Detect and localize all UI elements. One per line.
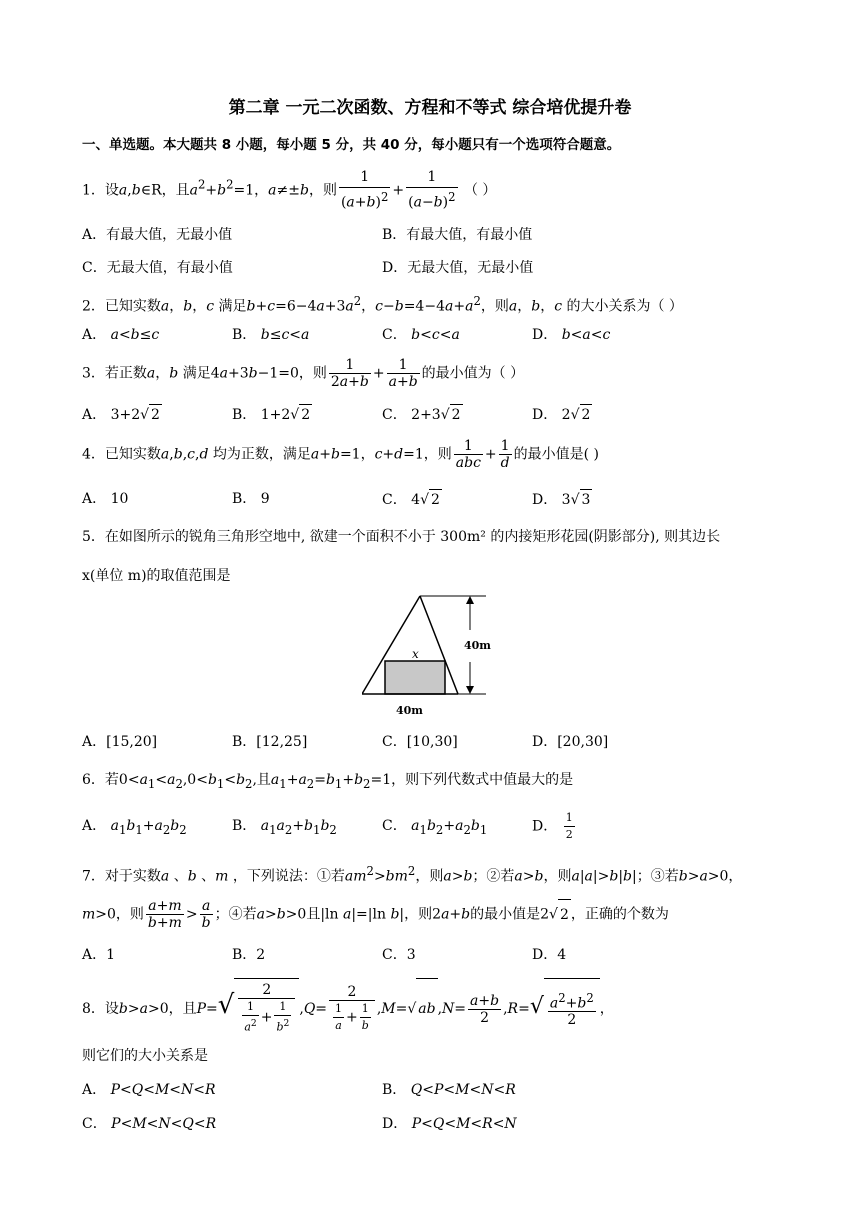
label-height: 40m — [464, 639, 491, 652]
q5-option-d: D．[20,30] — [532, 734, 609, 750]
q8-option-c: C． P<M<N<Q<R — [82, 1116, 217, 1132]
q6-option-b: B． $a_1a_2+b_1b_2$ — [232, 818, 337, 837]
question-8-stem: 8．设b>a>0，且P=√ 2 $\frac{1}{a^2}$ + $\frac{1}{b^2}$ ,Q= 2 $\frac{1}{a}$ + $\frac{1}{b}$ ,M=√ ab ,N= $\frac{a+b}{2}$ ,R=√ $\frac{a^2+b^2}{2}$ ， — [82, 975, 614, 1039]
q4-option-c: C． 4√ 2 — [382, 489, 442, 510]
q7-option-b: B．2 — [232, 947, 266, 963]
q7-option-c: C．3 — [382, 947, 416, 963]
q3-option-d: D． 2√ 2 — [532, 404, 592, 425]
q4-option-a: A． 10 — [82, 491, 129, 507]
question-1-stem: 1．设a,b∈R，且$a^2+b^2=1$，a≠±b，则 $\frac{1}{(a+b)^2}$ + $\frac{1}{(a-b)^2}$ （ ） — [82, 169, 497, 211]
question-2-stem: 2．已知实数a，b，c 满足$b+c=6-4a+3a^2$，$c-b=4-4a+a^2$，则a，b，c 的大小关系为（ ） — [82, 294, 683, 315]
q5-triangle-figure — [362, 590, 502, 720]
q2-option-d: D． b<a<c — [532, 327, 611, 343]
question-6-stem: 6．若$0<a_1<a_2,0<b_1<b_2$,且$a_1+a_2=b_1+b_2=1$，则下列代数式中值最大的是 — [82, 772, 574, 791]
q1-option-a: A．有最大值，无最小值 — [82, 227, 233, 243]
question-8-stem-line2: 则它们的大小关系是 — [82, 1048, 208, 1064]
question-5-stem-line2: x(单位 m)的取值范围是 — [82, 568, 231, 584]
question-3-stem: 3．若正数a，b 满足4a+3b−1=0，则 $\frac{1}{2a+b}$ + $\frac{1}{a+b}$ 的最小值为（ ） — [82, 357, 525, 390]
q4-option-b: B． 9 — [232, 491, 270, 507]
q6-option-d: D． $\frac{1}{2}$ — [532, 811, 573, 841]
q2-option-b: B． b≤c<a — [232, 327, 310, 343]
q1-option-d: D．无最大值，无最小值 — [382, 260, 534, 276]
q2-option-a: A． a<b≤c — [82, 327, 160, 343]
q6-option-c: C． $a_1b_2+a_2b_1$ — [382, 818, 488, 837]
shaded-rectangle — [385, 661, 445, 694]
q8-option-a: A． P<Q<M<N<R — [82, 1082, 216, 1098]
q4-option-d: D． 3√ 3 — [532, 489, 592, 510]
question-4-stem: 4．已知实数a,b,c,d 均为正数，满足a+b=1，c+d=1，则 $\frac{1}{\text{abc}}$ + $\frac{1}{d}$ 的最小值是( ) — [82, 438, 599, 471]
question-7-stem-line1: 7．对于实数a 、b 、m ，下列说法：①若$am^2>bm^2$，则a>b；②若a>b，则a|a|>b|b|；③若b>a>0， — [82, 864, 743, 885]
q7-option-a: A．1 — [82, 947, 116, 963]
q8-option-d: D． P<Q<M<R<N — [382, 1116, 517, 1132]
q3-option-a: A． 3+2√ 2 — [82, 404, 162, 425]
label-base: 40m — [396, 704, 423, 717]
label-x: x — [412, 647, 419, 661]
q3-option-b: B． 1+2√ 2 — [232, 404, 312, 425]
q7-option-d: D．4 — [532, 947, 567, 963]
q5-option-c: C．[10,30] — [382, 734, 458, 750]
question-7-stem-line2: m>0，则 $\frac{a+m}{b+m}$ > $\frac{a}{b}$ ；④若a>b>0且|ln a|=|ln b|，则2a+b的最小值是2√ 2 ，正确的个数为 — [82, 898, 669, 931]
section-heading: 一、单选题。本大题共 8 小题，每小题 5 分，共 40 分，每小题只有一个选项符合题意。 — [82, 137, 621, 153]
q5-option-a: A．[15,20] — [82, 734, 158, 750]
question-5-stem-line1: 5．在如图所示的锐角三角形空地中, 欲建一个面积不小于 300m² 的内接矩形花园(阴影部分), 则其边长 — [82, 529, 721, 545]
q3-option-c: C． 2+3√ 2 — [382, 404, 463, 425]
page-title: 第二章 一元二次函数、方程和不等式 综合培优提升卷 — [228, 98, 632, 118]
q2-option-c: C． b<c<a — [382, 327, 460, 343]
q5-option-b: B．[12,25] — [232, 734, 308, 750]
q1-option-b: B．有最大值，有最小值 — [382, 227, 533, 243]
q6-option-a: A． $a_1b_1+a_2b_2$ — [82, 818, 187, 837]
q8-option-b: B． Q<P<M<N<R — [382, 1082, 516, 1098]
q1-option-c: C．无最大值，有最小值 — [82, 260, 233, 276]
